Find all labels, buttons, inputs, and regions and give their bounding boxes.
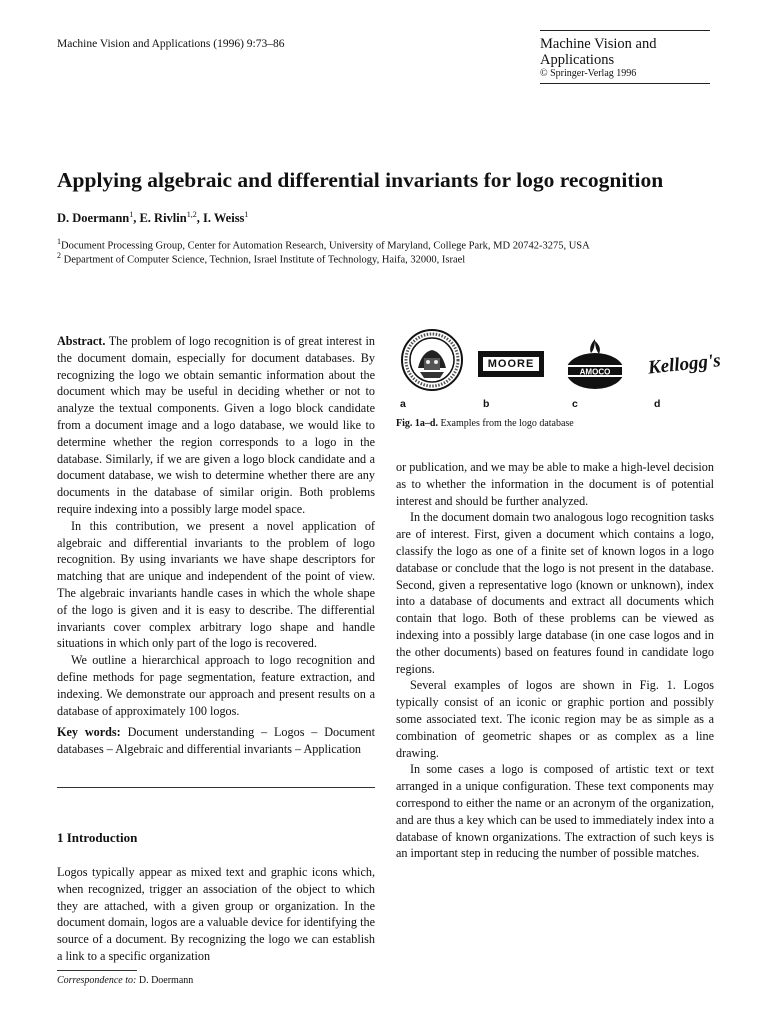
footnote-text: D. Doermann — [138, 975, 194, 986]
running-head: Machine Vision and Applications (1996) 9:73–86 — [57, 38, 285, 50]
author-name: D. Doermann — [57, 211, 130, 226]
paper-title: Applying algebraic and differential invariants for logo recognition — [57, 168, 664, 192]
panel-label: a — [400, 398, 406, 410]
author-sup: 1,2 — [186, 210, 197, 219]
authors: D. Doermann$^1$, E. Rivlin$^{1,2}$, I. Weiss$^1$ — [57, 210, 249, 226]
amoco-logo — [564, 337, 626, 391]
caption-text: Examples from the logo database — [440, 418, 574, 429]
right-column-text — [396, 459, 714, 862]
figure-caption — [396, 418, 574, 429]
affiliation — [57, 237, 590, 252]
author-sup: 1 — [129, 210, 134, 219]
body-paragraph: In the document domain two analogous logo recognition tasks are of interest. First, given a document which contains a logo, classify the logo as one of a finite set of known logos in a logo database or conclude that the logo is not present in the database. Second, given a representative logo (known or unknown), index into a database of documents and extract all documents which contain that logo. Both of these problems can be viewed as indexing into a possibly large database (in one case logos and in the other documents) based on features found in candidate logo regions. — [396, 510, 714, 676]
abstract-label: Abstract. — [57, 334, 106, 348]
affiliation-mark: 2 — [57, 251, 61, 260]
journal-name-line2: Applications — [540, 52, 615, 68]
panel-label: d — [654, 398, 661, 410]
moore-logo-text: MOORE — [482, 356, 540, 372]
footnote-rule — [57, 970, 137, 971]
footnote — [57, 970, 193, 986]
journal-name — [540, 31, 710, 68]
author-name: E. Rivlin — [139, 211, 187, 226]
caption-label: Fig. 1a–d. — [396, 418, 438, 429]
university-seal-icon — [400, 328, 464, 392]
kelloggs-logo: Kellogg's — [646, 350, 722, 379]
moore-logo — [478, 351, 544, 377]
copyright: © Springer-Verlag 1996 — [540, 68, 637, 79]
journal-name-line1: Machine Vision and — [540, 36, 657, 52]
body-paragraph: Several examples of logos are shown in Fig. 1. Logos typically consist of an iconic or graphic portion and possibly some associated text. The iconic region may be as simple as a combination of geometric shapes or as complex as a line drawing. — [396, 678, 714, 760]
abstract-paragraph: The problem of logo recognition is of great interest in the document domain, especially for document databases. By recognizing the logo we obtain semantic information about the document which may be useful in deciding whether or not to analyze the textual components. Given a logo block candidate from a document image and a logo database, we would like to determine whether the region corresponds to a logo in the database. Similarly, if we are given a logo block candidate and a document database, we wish to determine whether there are any documents in the database of similar origin. Both problems require indexing into a possibly large model space. — [57, 334, 375, 516]
panel-label: c — [572, 398, 578, 410]
body-paragraph: or publication, and we may be able to make a high-level decision as to whether the information in the document is of potential interest and should be further analyzed. — [396, 460, 714, 508]
affiliation-mark: 1 — [57, 237, 61, 246]
author-sup: 1 — [244, 210, 249, 219]
keywords-label: Key words: — [57, 725, 121, 739]
section-heading: 1 Introduction — [57, 830, 138, 845]
footnote-label: Correspondence to: — [57, 975, 137, 986]
panel-label: b — [483, 398, 490, 410]
journal-bottom-rule — [540, 83, 710, 84]
abstract-paragraph: We outline a hierarchical approach to logo recognition and define methods for page segmentation, feature extraction, and indexing. We demonstrate our approach and present results on a database of approximately 100 logos. — [57, 653, 375, 718]
intro-paragraph: Logos typically appear as mixed text and graphic icons which, when recognized, trigger an association of the object to which they are attached, with a given group or organization. In the document domain, logos are a valuable device for identifying the source of a document. By recognizing the logo we can establish a link to a specific organization — [57, 865, 375, 963]
journal-box — [540, 30, 710, 84]
body-paragraph: In some cases a logo is composed of artistic text or text arranged in a unique configuration. These text components may correspond to either the name or an acronym of the organization, and are thus a key which can be used to immediately index into a database of known organizations. The extraction of such keys is an important step in reducing the number of possible matches. — [396, 762, 714, 861]
keywords-text: Document understanding – Logos – Document databases – Algebraic and differential invariants – Application — [57, 725, 375, 756]
amoco-logo-text: AMOCO — [579, 367, 611, 377]
affiliation-text: Department of Computer Science, Technion, Israel Institute of Technology, Haifa, 32000, Israel — [63, 254, 466, 266]
affiliation-text: Document Processing Group, Center for Automation Research, University of Maryland, College Park, MD 20742-3275, USA — [61, 240, 590, 252]
abstract-divider — [57, 787, 375, 788]
affiliation — [57, 251, 465, 266]
abstract — [57, 333, 375, 719]
keywords — [57, 724, 375, 758]
author-name: I. Weiss — [202, 211, 245, 226]
abstract-paragraph: In this contribution, we present a novel application of algebraic and differential invariants to the problem of logo recognition. By using invariants we have shape descriptors for matching that are unique and independent of the point of view. The algebraic invariants handle cases in which the whole shape of the logo is given and it is easy to describe. The differential invariants cover complex arbitrary logo shape and handle situations in which only part of the logo is recovered. — [57, 518, 375, 651]
